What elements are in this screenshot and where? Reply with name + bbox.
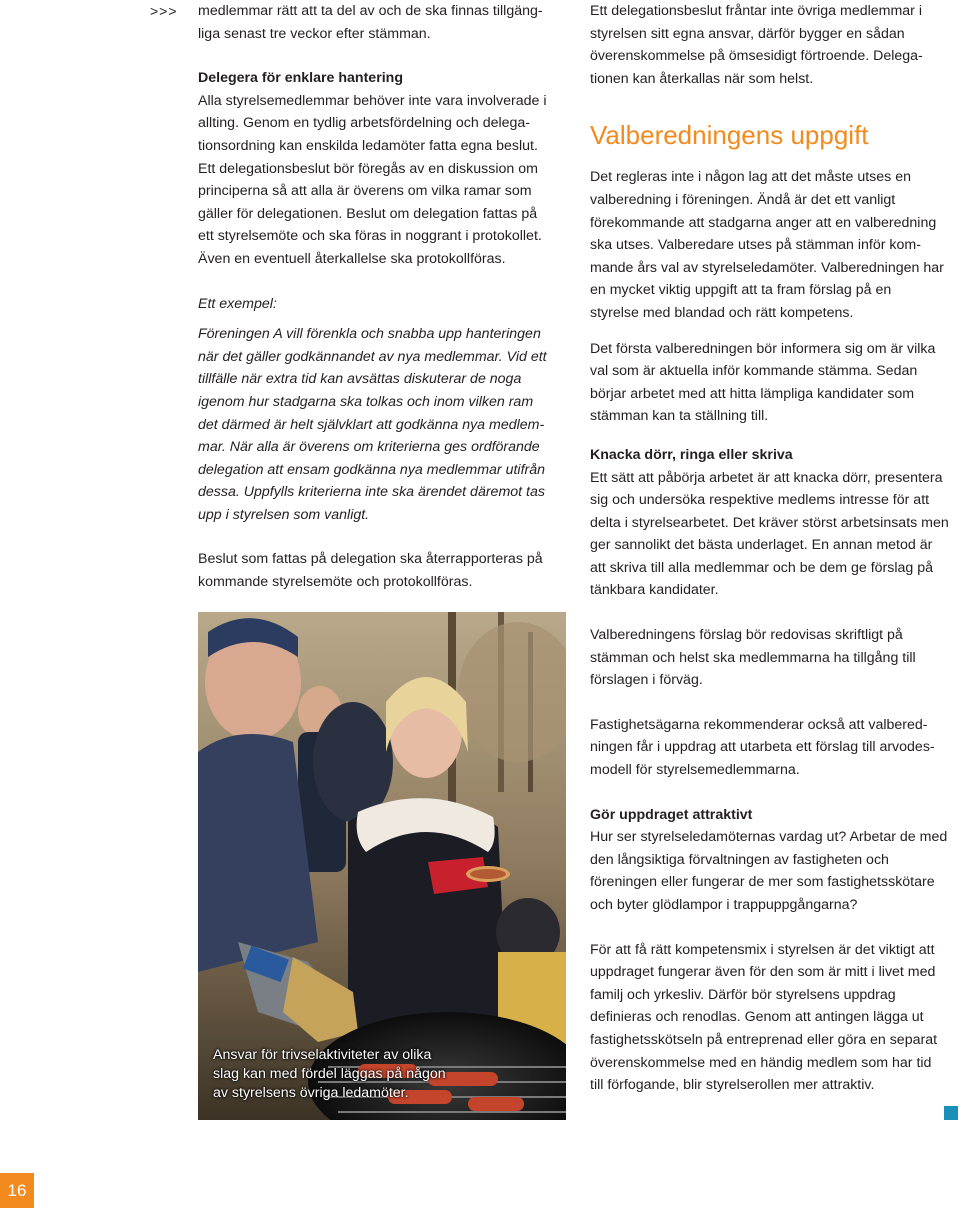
text-line: stämman och helst ska medlemmarna ha tillgång till [590,649,916,666]
text-line: Valberedningens förslag bör redovisas skriftligt på [590,627,903,644]
text-line: ska utses. Valberedare utses på stämman inför kom- [590,237,921,254]
caption-line: Ansvar för trivselaktiviteter av olika [213,1047,432,1063]
caption-line: slag kan med fördel läggas på någon [213,1066,446,1082]
text-line: styrelse med blandad och rätt kompetens. [590,304,854,321]
barbecue-photo [198,612,566,1120]
photo-caption [213,1046,533,1103]
text-line: gäller för delegationen. Beslut om delegation fattas på [198,205,538,222]
text-line: tillfälle när extra tid kan avsättas diskuterar de noga [198,371,522,388]
text-line: delta i styrelsearbetet. Det kräver störst arbetsinsats men [590,514,949,531]
text-line: när det gäller godkännandet av nya medlemmar. Vid ett [198,348,547,365]
text-line: att skriva till alla medlemmar och be dem ge förslag på [590,559,934,576]
text-line: sig och undersöka respektive medlems intresse för att [590,492,930,509]
text-line: Ett delegationsbeslut fråntar inte övriga medlemmar i [590,3,922,19]
end-of-article-marker [944,1106,958,1120]
right-column [590,0,958,1097]
text-line: valberedning i föreningen. Ändå är det ett vanligt [590,191,896,208]
text-line: familj och yrkesliv. Därför bör styrelsens uppdrag [590,986,896,1003]
text-line: Föreningen A vill förenkla och snabba upp hanteringen [198,326,541,343]
text-line: val som är aktuella inför kommande stämma. Sedan [590,363,918,380]
text-line: Även en eventuell återkallelse ska protokollföras. [198,250,506,267]
text-line: ger sannolikt det bästa underlaget. En annan metod är [590,537,933,554]
text-line: Hur ser styrelseledamöternas vardag ut? Arbetar de med [590,829,948,846]
text-line: igenom hur stadgarna ska tolkas och inom vilken ram [198,393,534,410]
text-line: tänkbara kandidater. [590,582,719,599]
barbecue-illustration [198,612,566,1120]
text-line: definieras och renodlas. Genom att antingen lägga ut [590,1009,924,1026]
text-line: en mycket viktig uppgift att ta fram förslag på en [590,282,892,299]
text-line: upp i styrelsen som vanligt. [198,506,370,523]
delegate-heading: Delegera för enklare hantering [198,70,403,87]
text-line: föreningen eller fungerar de mer som fastighetsskötare [590,874,935,891]
report-paragraph [198,548,570,593]
text-line: till förfogande, blir styrelserollen mer attraktiv. [590,1077,875,1094]
text-line: För att få rätt kompetensmix i styrelsen är det viktigt att [590,941,935,958]
text-line: allting. Genom en tydlig arbetsfördelning och delega- [198,115,531,132]
text-line: den långsiktiga förvaltningen av fastigheten och [590,851,889,868]
text-line: principerna så att alla är överens om vilka ramar som [198,183,532,200]
example-label: Ett exempel: [198,295,277,312]
text-line: Ett delegationsbeslut bör föregås av en diskussion om [198,160,538,177]
intro-paragraph [590,0,958,90]
section-title: Valberedningens uppgift [590,120,869,151]
text-line: mar. När alla är överens om kriterierna ges ordförande [198,439,540,456]
text-line: förekommande att stadgarna anger att en valberedning [590,214,937,231]
final-paragraph [590,939,958,1097]
text-line: tionsordning kan enskilda ledamöter fatta egna beslut. [198,137,538,154]
text-line: Det regleras inte i någon lag att det måste utses en [590,169,911,186]
proposal-paragraph [590,624,958,692]
text-line: Ett sätt att påbörja arbetet är att knacka dörr, presentera [590,469,943,486]
text-line: Alla styrelsemedlemmar behöver inte vara involverade i [198,92,547,109]
attract-section [590,804,958,917]
delegate-section [198,67,570,270]
text-line: delegation att ensam godkänna nya medlemmar utifrån [198,461,546,478]
text-line: dessa. Uppfylls kriterierna inte ska ärendet däremot tas [198,484,545,501]
valberedning-paragraph [590,166,958,324]
text-line: Det första valberedningen bör informera sig om är vilka [590,340,936,357]
text-line: förslagen i förväg. [590,672,703,689]
page-number: 16 [0,1173,34,1208]
text-line: ningen får i uppdrag att utarbeta ett förslag till arvodes- [590,739,935,756]
fee-paragraph [590,714,958,782]
text-line: stämman kan ta ställning till. [590,408,769,425]
text-line: Fastighetsägarna rekommenderar också att valbered- [590,716,928,733]
intro-paragraph [198,0,570,45]
text-line: medlemmar rätt att ta del av och de ska finnas tillgäng- [198,3,543,19]
text-line: överenskommelse med en händig medlem som har tid [590,1054,932,1071]
text-line: och byter glödlampor i trappuppgångarna? [590,897,858,913]
knock-heading: Knacka dörr, ringa eller skriva [590,446,793,463]
text-line: kommande styrelsemöte och protokollföras. [198,574,473,591]
left-column [198,0,570,594]
text-line: börjar arbetet med att hitta lämpliga kandidater som [590,385,915,402]
knock-section [590,444,958,602]
text-line: Beslut som fattas på delegation ska återrapporteras på [198,551,543,568]
text-line: fastighetsskötseln på entreprenad eller göra en separat [590,1031,938,1048]
text-line: uppdraget fungerar även för den som är mitt i livet med [590,964,936,981]
continuation-marker: >>> [150,3,178,19]
text-line: mande års val av styrelseledamöter. Valberedningen har [590,259,944,276]
first-task-paragraph [590,338,958,428]
text-line: det därmed är helt självklart att godkänna nya medlem- [198,416,545,433]
caption-line: av styrelsens övriga ledamöter. [213,1085,409,1101]
text-line: modell för styrelsemedlemmarna. [590,762,800,779]
text-line: liga senast tre veckor efter stämman. [198,25,431,42]
example-box [198,293,570,527]
text-line: styrelsen sitt egna ansvar, därför bygger en sådan [590,25,905,42]
text-line: överenskommelse på ömsesidigt förtroende. Delega- [590,48,923,65]
text-line: ett styrelsemöte och ska föras in noggrant i protokollet. [198,228,542,245]
attract-heading: Gör uppdraget attraktivt [590,806,753,823]
text-line: tionen kan återkallas när som helst. [590,70,814,87]
